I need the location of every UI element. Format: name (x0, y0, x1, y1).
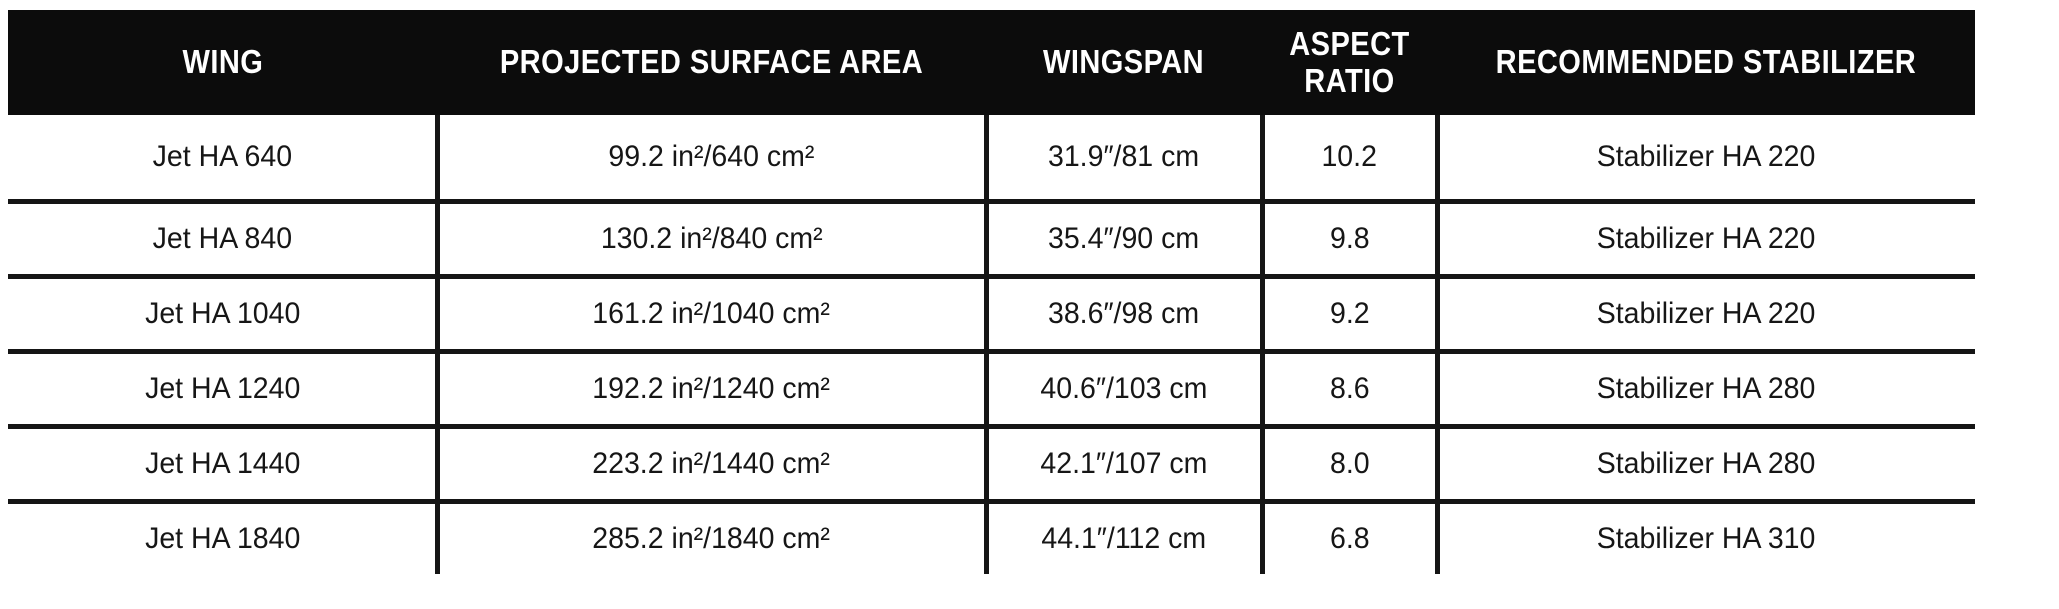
table-cell-projected-surface-area (437, 504, 986, 574)
cell-text: 130.2 in²/840 cm² (600, 222, 823, 255)
table-cell-aspect-ratio (1262, 504, 1437, 574)
cell-text: 9.8 (1329, 222, 1370, 255)
cell-text: Jet HA 840 (152, 222, 293, 255)
column-divider (984, 115, 989, 574)
column-divider (1435, 115, 1440, 574)
column-header-wingspan (986, 10, 1262, 115)
table-cell-projected-surface-area (437, 115, 986, 199)
table-row (8, 499, 1975, 574)
cell-text: 10.2 (1321, 140, 1378, 173)
table-cell-recommended-stabilizer (1437, 115, 1975, 199)
table-cell-wingspan (986, 115, 1262, 199)
column-header-projected-surface-area (437, 10, 986, 115)
table-cell-wing (8, 204, 437, 274)
cell-text: Jet HA 1040 (144, 297, 301, 330)
column-header-label: RECOMMENDED STABILIZER (1495, 43, 1917, 81)
table-cell-wingspan (986, 504, 1262, 574)
cell-text: Jet HA 640 (152, 140, 293, 173)
cell-text: 38.6″/98 cm (1048, 297, 1200, 330)
table-cell-aspect-ratio (1262, 279, 1437, 349)
cell-text: 285.2 in²/1840 cm² (592, 522, 831, 555)
cell-text: Stabilizer HA 280 (1596, 447, 1816, 480)
cell-text: Stabilizer HA 220 (1596, 222, 1816, 255)
table-cell-wingspan (986, 279, 1262, 349)
cell-text: Stabilizer HA 280 (1596, 372, 1816, 405)
cell-text: 223.2 in²/1440 cm² (592, 447, 831, 480)
wing-spec-table (8, 10, 1975, 574)
column-header-recommended-stabilizer (1437, 10, 1975, 115)
cell-text: 31.9″/81 cm (1048, 140, 1200, 173)
table-cell-aspect-ratio (1262, 204, 1437, 274)
table-cell-aspect-ratio (1262, 115, 1437, 199)
cell-text: 44.1″/112 cm (1041, 522, 1207, 555)
cell-text: 161.2 in²/1040 cm² (592, 297, 831, 330)
table-cell-recommended-stabilizer (1437, 204, 1975, 274)
table-row (8, 115, 1975, 199)
cell-text: Stabilizer HA 220 (1596, 140, 1816, 173)
column-header-label: PROJECTED SURFACE AREA (499, 43, 924, 81)
table-cell-aspect-ratio (1262, 354, 1437, 424)
cell-text: 8.6 (1329, 372, 1370, 405)
table-cell-projected-surface-area (437, 354, 986, 424)
table-cell-wingspan (986, 429, 1262, 499)
cell-text: 192.2 in²/1240 cm² (592, 372, 831, 405)
cell-text: 99.2 in²/640 cm² (608, 140, 815, 173)
cell-text: Jet HA 1440 (144, 447, 301, 480)
table-cell-wing (8, 429, 437, 499)
column-header-aspect-ratio (1262, 10, 1437, 115)
column-divider (1260, 115, 1265, 574)
cell-text: 42.1″/107 cm (1040, 447, 1208, 480)
table-cell-wing (8, 115, 437, 199)
cell-text: Jet HA 1840 (144, 522, 301, 555)
table-header-row (8, 10, 1975, 115)
cell-text: 8.0 (1329, 447, 1370, 480)
table-row (8, 274, 1975, 349)
cell-text: 35.4″/90 cm (1048, 222, 1200, 255)
table-cell-wing (8, 354, 437, 424)
cell-text: 9.2 (1329, 297, 1370, 330)
table-row (8, 199, 1975, 274)
table-cell-recommended-stabilizer (1437, 279, 1975, 349)
column-header-label: WINGSPAN (1043, 43, 1205, 81)
table-cell-wingspan (986, 204, 1262, 274)
column-header-wing (8, 10, 437, 115)
table-row (8, 349, 1975, 424)
table-cell-projected-surface-area (437, 429, 986, 499)
cell-text: Jet HA 1240 (144, 372, 301, 405)
cell-text: Stabilizer HA 220 (1596, 297, 1816, 330)
table-cell-recommended-stabilizer (1437, 354, 1975, 424)
cell-text: 40.6″/103 cm (1040, 372, 1208, 405)
table-cell-projected-surface-area (437, 279, 986, 349)
table-cell-recommended-stabilizer (1437, 429, 1975, 499)
table-cell-wingspan (986, 354, 1262, 424)
table-cell-wing (8, 504, 437, 574)
column-divider (435, 115, 440, 574)
table-body (8, 115, 1975, 574)
column-header-label: WING (182, 43, 263, 81)
table-cell-recommended-stabilizer (1437, 504, 1975, 574)
table-cell-aspect-ratio (1262, 429, 1437, 499)
column-header-label: ASPECT RATIO (1289, 24, 1410, 99)
cell-text: Stabilizer HA 310 (1596, 522, 1816, 555)
table-row (8, 424, 1975, 499)
table-cell-wing (8, 279, 437, 349)
cell-text: 6.8 (1329, 522, 1370, 555)
table-cell-projected-surface-area (437, 204, 986, 274)
